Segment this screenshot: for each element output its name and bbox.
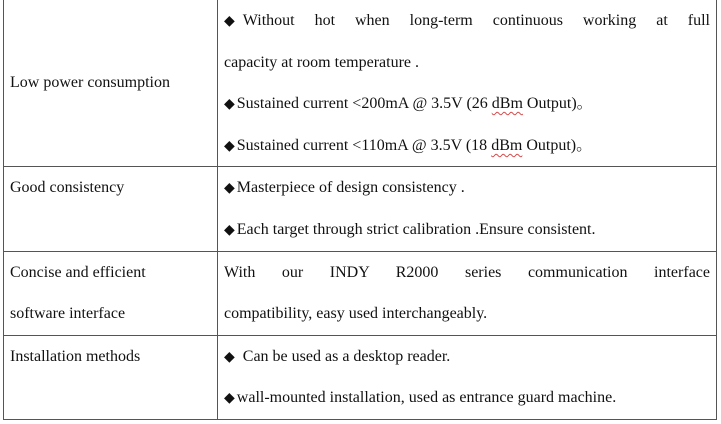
feature-label: Good consistency bbox=[10, 179, 125, 197]
feature-label-cell bbox=[4, 0, 218, 167]
table-row bbox=[4, 167, 717, 251]
table-row bbox=[4, 251, 717, 335]
spellcheck-underlined-word: dBm bbox=[491, 136, 523, 154]
detail-line: capacity at room temperature . bbox=[224, 53, 420, 71]
feature-label: software interface bbox=[10, 305, 126, 323]
detail-line: ◆ Without hot when long-term continuous working at full bbox=[224, 0, 710, 42]
table-row bbox=[4, 335, 717, 419]
diamond-bullet-icon: ◆ bbox=[224, 221, 235, 238]
detail-line: ◆ Sustained current <200mA @ 3.5V (26 dBm Output)。 bbox=[224, 83, 710, 125]
feature-detail-cell bbox=[218, 0, 717, 167]
feature-detail-cell bbox=[218, 251, 717, 335]
detail-line: ◆ Masterpiece of design consistency . bbox=[224, 167, 710, 209]
diamond-bullet-icon: ◆ bbox=[224, 13, 235, 29]
feature-label-cell bbox=[4, 251, 218, 335]
feature-detail-cell bbox=[218, 167, 717, 251]
detail-line: ◆ wall-mounted installation, used as entrance guard machine. bbox=[224, 377, 710, 419]
table-row bbox=[4, 0, 717, 167]
spec-table bbox=[3, 0, 717, 420]
feature-label: Concise and efficient bbox=[10, 263, 146, 281]
detail-line: ◆ Each target through strict calibration .Ensure consistent. bbox=[224, 209, 710, 251]
diamond-bullet-icon: ◆ bbox=[224, 390, 235, 407]
spellcheck-underlined-word: dBm bbox=[491, 95, 523, 113]
feature-label-cell bbox=[4, 335, 218, 419]
detail-line: ◆ Can be used as a desktop reader. bbox=[224, 336, 710, 378]
diamond-bullet-icon: ◆ bbox=[224, 348, 235, 365]
feature-label-cell bbox=[4, 167, 218, 251]
detail-line: ◆ Sustained current <110mA @ 3.5V (18 dBm Output)。 bbox=[224, 125, 710, 167]
feature-detail-cell bbox=[218, 335, 717, 419]
detail-line: compatibility, easy used interchangeably. bbox=[224, 305, 488, 323]
diamond-bullet-icon: ◆ bbox=[224, 96, 235, 113]
diamond-bullet-icon: ◆ bbox=[224, 137, 235, 154]
detail-line: With our INDY R2000 series communication interface bbox=[224, 263, 710, 281]
feature-label: Installation methods bbox=[10, 347, 141, 365]
feature-label: Low power consumption bbox=[10, 74, 170, 92]
diamond-bullet-icon: ◆ bbox=[224, 180, 235, 197]
